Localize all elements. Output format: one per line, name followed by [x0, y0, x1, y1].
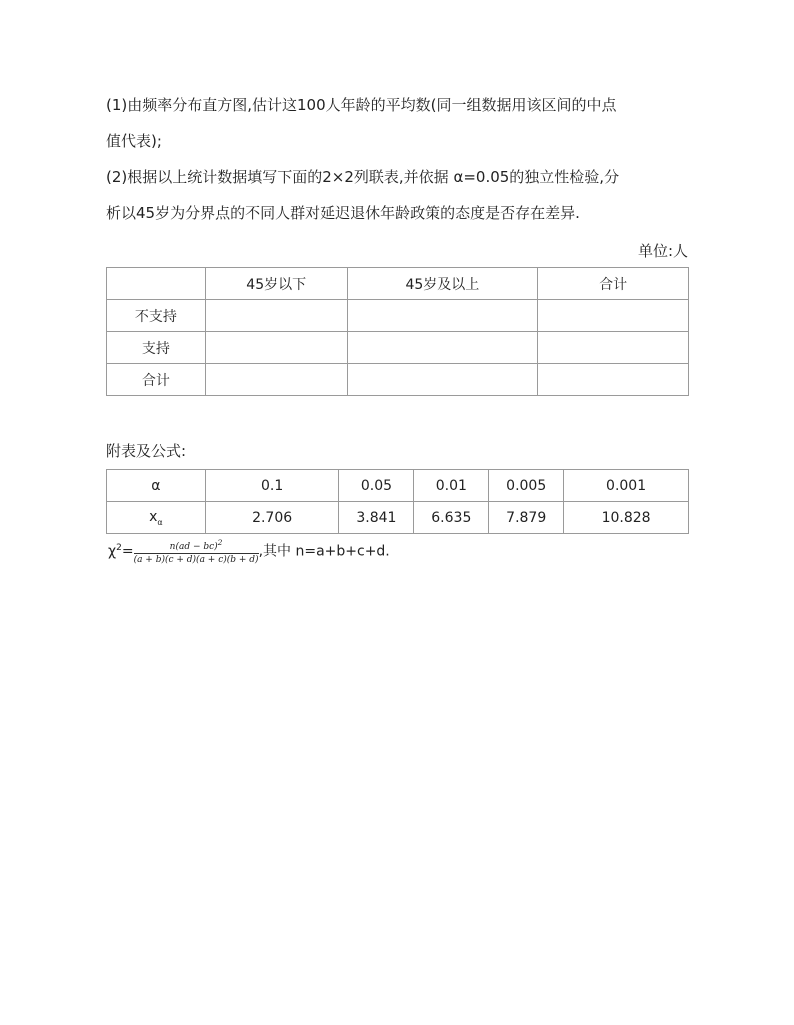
table-cell: 2.706 — [205, 502, 339, 534]
table-row — [107, 332, 689, 364]
chi-square-formula — [108, 538, 390, 565]
x-subscript: α — [157, 517, 163, 527]
table-cell — [347, 300, 538, 332]
formula-suffix: ,其中 n=a+b+c+d. — [258, 543, 390, 560]
question-part2-line2: 析以45岁为分界点的不同人群对延迟退休年龄政策的态度是否存在差异. — [106, 204, 580, 222]
unit-label: 单位:人 — [637, 242, 688, 260]
critical-value-table — [106, 469, 689, 534]
table-cell: 0.1 — [205, 470, 339, 502]
header-cell: 45岁及以上 — [347, 268, 538, 300]
numerator-exponent: 2 — [217, 538, 223, 547]
table-cell — [205, 364, 347, 396]
row-label: 支持 — [107, 332, 206, 364]
table-cell — [538, 332, 689, 364]
x-symbol: x — [149, 508, 158, 525]
table-row — [107, 300, 689, 332]
table-cell — [205, 332, 347, 364]
appendix-label: 附表及公式: — [106, 442, 187, 460]
table-cell — [347, 364, 538, 396]
table-cell: 6.635 — [414, 502, 489, 534]
formula-lhs-exponent: 2 — [116, 542, 122, 553]
table-cell — [538, 300, 689, 332]
contingency-table — [106, 267, 689, 396]
table-row — [107, 502, 689, 534]
table-cell: 0.05 — [339, 470, 414, 502]
formula-numerator — [134, 538, 259, 554]
question-part1-line2: 值代表); — [106, 132, 162, 150]
numerator-text: n(ad − bc) — [169, 542, 218, 552]
formula-fraction — [134, 538, 259, 565]
table-cell — [538, 364, 689, 396]
table-cell: 3.841 — [339, 502, 414, 534]
formula-denominator: (a + b)(c + d)(a + c)(b + d) — [133, 555, 259, 565]
row-label: 合计 — [107, 364, 206, 396]
table-cell: 7.879 — [489, 502, 564, 534]
table-cell: 10.828 — [564, 502, 689, 534]
row-label: α — [107, 470, 206, 502]
row-label — [107, 502, 206, 534]
table-cell — [347, 332, 538, 364]
formula-lhs: χ — [108, 543, 117, 560]
table-cell — [205, 300, 347, 332]
question-part2-line1: (2)根据以上统计数据填写下面的2×2列联表,并依据 α=0.05的独立性检验,分 — [106, 168, 620, 186]
table-cell: 0.01 — [414, 470, 489, 502]
header-cell — [107, 268, 206, 300]
row-label: 不支持 — [107, 300, 206, 332]
table-cell: 0.001 — [564, 470, 689, 502]
header-cell: 合计 — [538, 268, 689, 300]
formula-equals: = — [121, 543, 134, 560]
table-row — [107, 470, 689, 502]
table-row — [107, 364, 689, 396]
question-part1-line1: (1)由频率分布直方图,估计这100人年龄的平均数(同一组数据用该区间的中点 — [106, 96, 617, 114]
header-cell: 45岁以下 — [205, 268, 347, 300]
table-header-row — [107, 268, 689, 300]
table-cell: 0.005 — [489, 470, 564, 502]
